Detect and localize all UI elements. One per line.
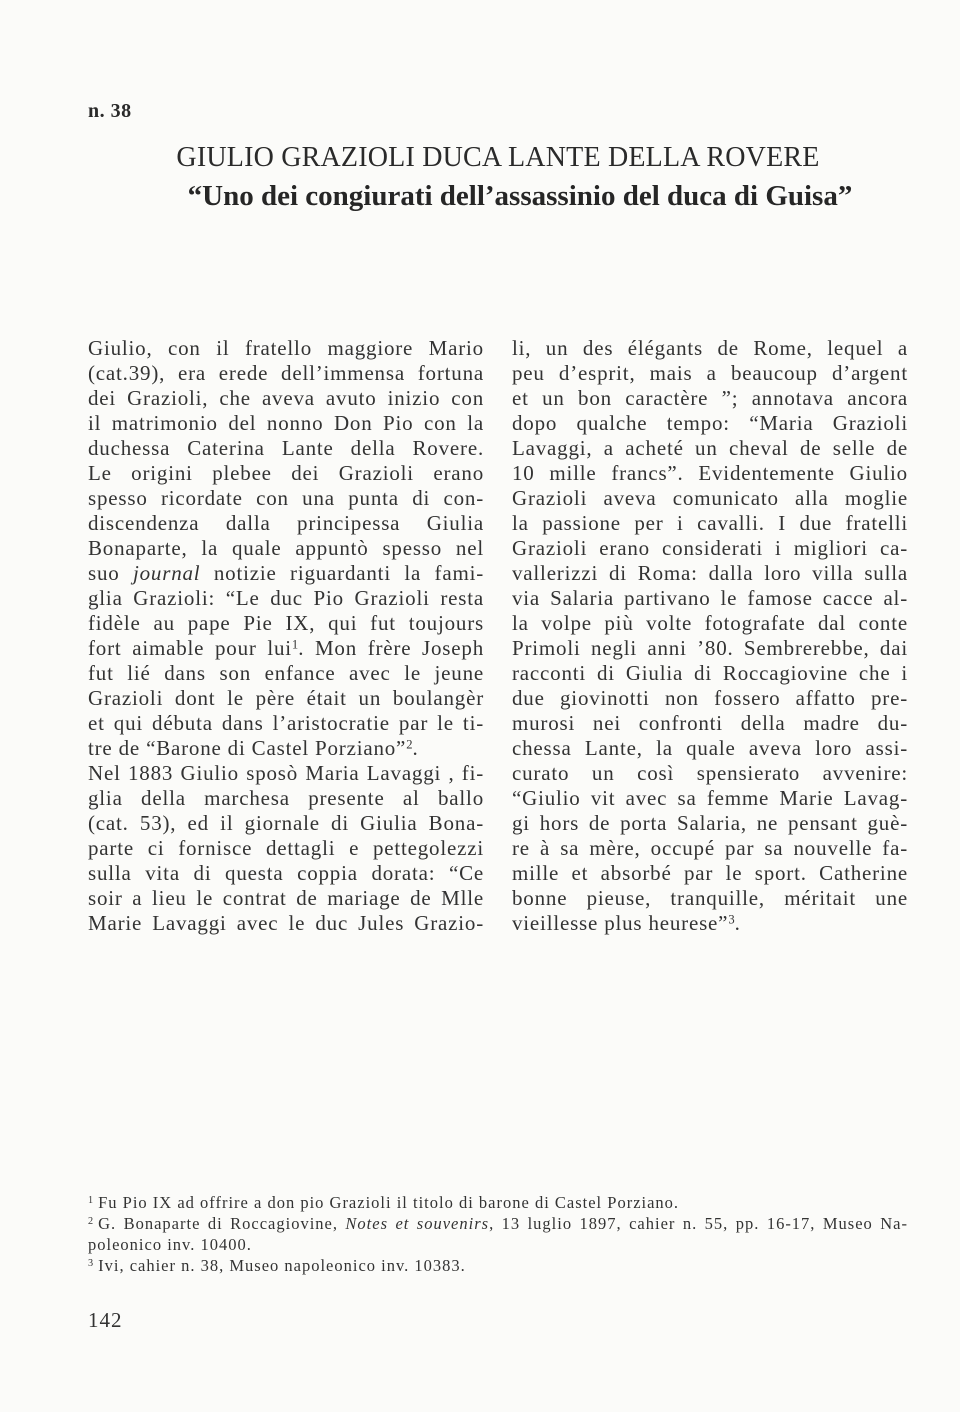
body-line: la volpe più volte fotografate dal conte (512, 611, 908, 635)
body-line: bonne pieuse, tranquille, méritait une (512, 886, 908, 910)
footnote-marker: 1 (88, 1194, 94, 1206)
body-line: fut lié dans son enfance avec le jeune (88, 661, 484, 685)
body-line: fidèle au pape Pie IX, qui fut toujours (88, 611, 484, 635)
page-number: 142 (88, 1308, 123, 1332)
body-line (88, 636, 484, 661)
body-line: Le origini plebee dei Grazioli erano (88, 461, 484, 485)
body-line (88, 561, 484, 586)
body-text: fort aimable pour lui (88, 636, 292, 660)
footnote-marker: 3 (88, 1257, 94, 1269)
body-line: Grazioli erano considerati i migliori ca- (512, 536, 908, 560)
body-line: soir a lieu le contrat de mariage de Mlle (88, 886, 484, 910)
body-line: vallerizzi di Roma: dalla loro villa sulla (512, 561, 908, 585)
body-line: Nel 1883 Giulio sposò Maria Lavaggi , fi- (88, 761, 484, 785)
footnote-ref: 1 (291, 637, 299, 652)
footnote-text: Fu Pio IX ad offrire a don pio Grazioli il titolo di barone di Castel Porziano. (98, 1193, 680, 1212)
body-line: Bonaparte, la quale appuntò spesso nel (88, 536, 484, 560)
body-line: “Giulio vit avec sa femme Marie Lavag- (512, 786, 908, 810)
footnote-1 (88, 1192, 908, 1213)
left-column (88, 336, 484, 936)
page-title: GIULIO GRAZIOLI DUCA LANTE DELLA ROVERE (176, 142, 820, 173)
footnote-2-continuation (88, 1234, 908, 1255)
body-line: gi hors de porta Salaria, ne pensant guè- (512, 811, 908, 835)
footnote-text: G. Bonaparte di Roccagiovine, (98, 1214, 346, 1233)
body-line: sulla vita di questa coppia dorata: “Ce (88, 861, 484, 885)
body-line: Grazioli aveva comunicato alla moglie (512, 486, 908, 510)
body-line: Lavaggi, a acheté un cheval de selle de (512, 436, 908, 460)
body-line: due giovinotti non fossero affatto pre- (512, 686, 908, 710)
footnote-3 (88, 1255, 908, 1276)
body-line: Marie Lavaggi avec le duc Jules Grazio- (88, 911, 484, 935)
article-number: n. 38 (88, 100, 132, 122)
body-line: et un bon caractère ”; annotava ancora (512, 386, 908, 410)
body-line: via Salaria partivano le famose cacce al- (512, 586, 908, 610)
body-line: re à sa mère, occupé par sa nouvelle fa- (512, 836, 908, 860)
body-text: notizie riguardanti la fami- (200, 561, 485, 585)
body-line: (cat.39), era erede dell’immensa fortuna (88, 361, 484, 385)
body-line: glia della marchesa presente al ballo (88, 786, 484, 810)
footnote-ref: 2 (406, 737, 413, 752)
body-line: mille et absorbé par le sport. Catherine (512, 861, 908, 885)
footnote-marker: 2 (88, 1215, 94, 1227)
footnote-text: , 13 luglio 1897, cahier n. 55, pp. 16-17, Museo Na- (489, 1214, 908, 1233)
footnote-2 (88, 1213, 908, 1234)
page-subtitle: “Uno dei congiurati dell’assassinio del duca di Guisa” (187, 180, 853, 212)
body-line (88, 736, 484, 761)
body-line: dei Grazioli, che aveva avuto inizio con (88, 386, 484, 410)
footnote-text: Ivi, cahier n. 38, Museo napoleonico inv. 10383. (98, 1256, 466, 1275)
body-line: la passione per i cavalli. I due fratelli (512, 511, 908, 535)
body-text: . Mon frère Joseph (298, 636, 484, 660)
body-line: chessa Lante, la quale aveva loro assi- (512, 736, 908, 760)
italic-term: journal (133, 561, 201, 585)
body-line: et qui débuta dans l’aristocratie par le ti- (88, 711, 484, 735)
body-line: racconti di Giulia di Roccagiovine che i (512, 661, 908, 685)
body-line: Giulio, con il fratello maggiore Mario (88, 336, 484, 360)
body-line: discendenza dalla principessa Giulia (88, 511, 484, 535)
body-text: tre de “Barone di Castel Porziano” (88, 736, 407, 760)
body-line: 10 mille francs”. Evidentemente Giulio (512, 461, 908, 485)
body-line: spesso ricordate con una punta di con- (88, 486, 484, 510)
body-line: li, un des élégants de Rome, lequel a (512, 336, 908, 360)
body-line (512, 911, 908, 936)
body-text: . (734, 911, 741, 935)
body-line: parte ci fornisce dettagli e pettegolezzi (88, 836, 484, 860)
right-column (512, 336, 908, 936)
body-line: peu d’esprit, mais a beaucoup d’argent (512, 361, 908, 385)
body-text: . (412, 736, 419, 760)
body-line: murosi nei confronti della madre du- (512, 711, 908, 735)
body-text: vieillesse plus heurese” (512, 911, 729, 935)
footnote-text: poleonico inv. 10400. (88, 1235, 252, 1254)
body-line: curato un così spensierato avvenire: (512, 761, 908, 785)
body-line: Primoli negli anni ’80. Sembrerebbe, dai (512, 636, 908, 660)
body-line: (cat. 53), ed il giornale di Giulia Bona- (88, 811, 484, 835)
body-line: duchessa Caterina Lante della Rovere. (88, 436, 484, 460)
body-line: glia Grazioli: “Le duc Pio Grazioli resta (88, 586, 484, 610)
body-line: dopo qualche tempo: “Maria Grazioli (512, 411, 908, 435)
body-line: il matrimonio del nonno Don Pio con la (88, 411, 484, 435)
footnote-ref: 3 (728, 912, 735, 927)
body-text: suo (88, 561, 133, 585)
footnotes (88, 1192, 908, 1276)
footnote-italic-title: Notes et souvenirs (345, 1214, 490, 1233)
body-line: Grazioli dont le père était un boulangèr (88, 686, 484, 710)
